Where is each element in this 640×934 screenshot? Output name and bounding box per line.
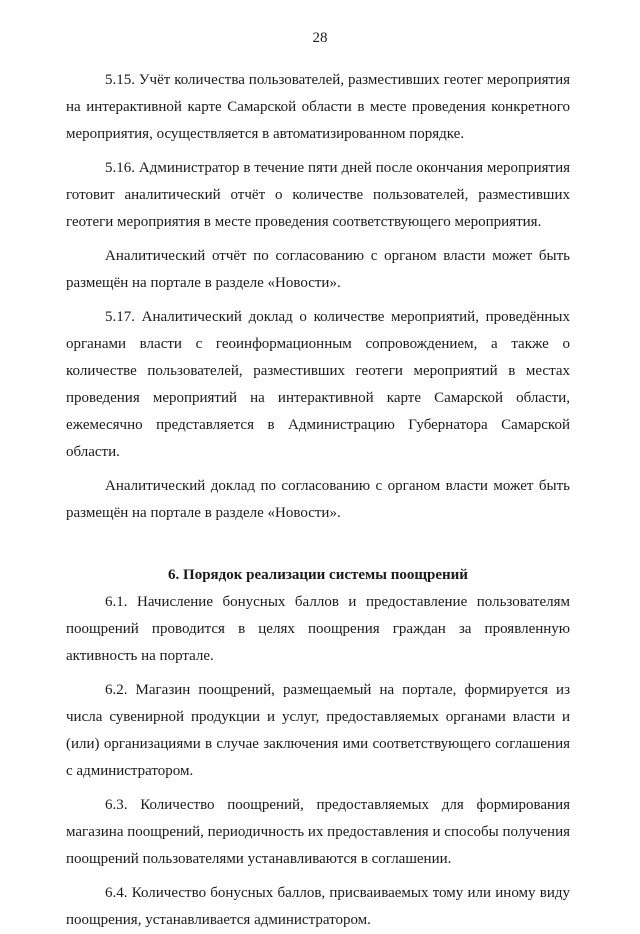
paragraph-5-17: 5.17. Аналитический доклад о количестве мероприятий, проведённых органами власти с геоинформационным сопровождением, а также о количестве пользователей, разместивших геотеги мероприятий в местах проведения мероприятий на интерактивной карте Самарской области, ежемесячно представляется в Администрацию Губернатора Самарской области. [66, 309, 570, 460]
section-heading: 6. Порядок реализации системы поощрений [168, 567, 468, 583]
document-body [66, 67, 570, 934]
paragraph-5-16: 5.16. Администратор в течение пяти дней после окончания мероприятия готовит аналитический отчёт о количестве пользователей, разместивших геотеги мероприятия в месте проведения соответствующего мероприятия. [66, 160, 570, 230]
page-number: 28 [312, 30, 328, 46]
paragraph-6-4: 6.4. Количество бонусных баллов, присваиваемых тому или иному виду поощрения, устанавливается администратором. [66, 885, 570, 928]
paragraph-6-3: 6.3. Количество поощрений, предоставляемых для формирования магазина поощрений, периодичность их предоставления и способы получения поощрений пользователями устанавливаются в соглашении. [66, 797, 570, 867]
paragraph-doc-news: Аналитический доклад по согласованию с органом власти может быть размещён на портале в разделе «Новости». [66, 478, 570, 521]
paragraph-report-news: Аналитический отчёт по согласованию с органом власти может быть размещён на портале в разделе «Новости». [66, 248, 570, 291]
paragraph-5-15: 5.15. Учёт количества пользователей, разместивших геотег мероприятия на интерактивной карте Самарской области в месте проведения конкретного мероприятия, осуществляется в автоматизированном порядке. [66, 72, 570, 142]
paragraph-6-2: 6.2. Магазин поощрений, размещаемый на портале, формируется из числа сувенирной продукции и услуг, предоставляемых органами власти и (или) организациями в случае заключения ими соответствующего соглашения с администратором. [66, 682, 570, 779]
paragraph-6-1: 6.1. Начисление бонусных баллов и предоставление пользователям поощрений проводится в целях поощрения граждан за проявленную активность на портале. [66, 594, 570, 664]
